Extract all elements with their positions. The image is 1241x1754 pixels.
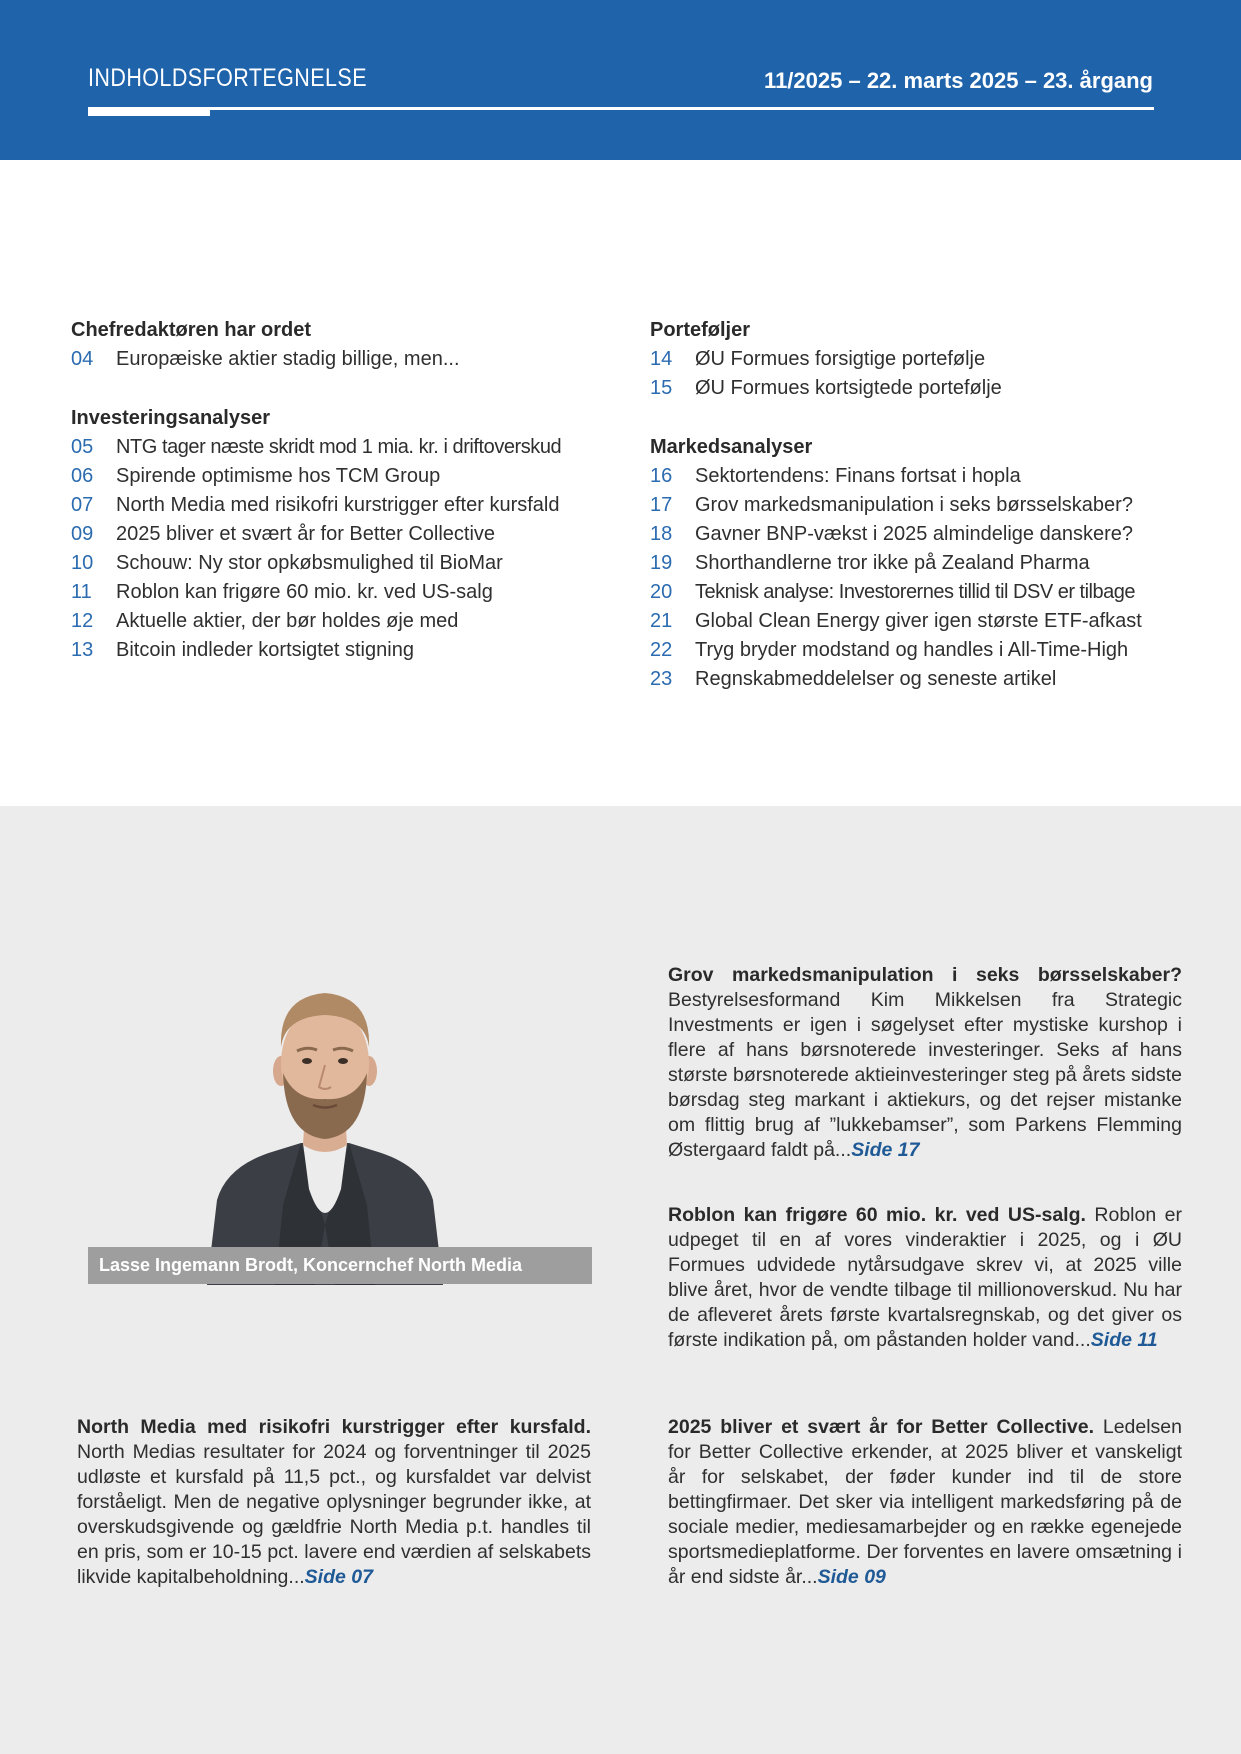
toc-page-number: 20 [650,581,673,603]
toc-section-investeringsanalyser [71,404,611,665]
toc-page-number: 07 [71,494,94,516]
toc-section-chefredaktoren [71,316,611,374]
toc-entry[interactable] [71,578,611,607]
toc-entry-title: Schouw: Ny stor opkøbsmulighed til BioMar [116,552,503,574]
toc-entry[interactable] [71,549,611,578]
toc-entry-title: Teknisk analyse: Investorernes tillid til DSV er tilbage [695,581,1135,603]
toc-page-number: 21 [650,610,673,632]
toc-page-number: 09 [71,523,94,545]
toc-entry-title: Bitcoin indleder kortsigtet stigning [116,639,414,661]
photo-caption: Lasse Ingemann Brodt, Koncernchef North Media [88,1247,592,1284]
toc-entry[interactable] [71,433,611,462]
toc-entry[interactable] [650,374,1190,403]
article-page-link[interactable]: Side 09 [817,1566,886,1588]
toc-entry-title: Shorthandlerne tror ikke på Zealand Pharma [695,552,1090,574]
toc-entry-title: Grov markedsmanipulation i seks børsselskaber? [695,494,1133,516]
toc-entry[interactable] [650,491,1190,520]
toc-section-heading: Investeringsanalyser [71,407,270,429]
toc-section-heading: Porteføljer [650,319,751,341]
page-title: INDHOLDSFORTEGNELSE [88,64,367,92]
toc-entry[interactable] [71,345,611,374]
toc-right-column [650,316,1190,724]
article-body: North Medias resultater for 2024 og forventninger til 2025 udløste et kursfald på 11,5 pct., og kursfaldet var delvist forståeligt. Men de negative oplysninger begrunder ikke, at overskudsgivende og gældfrie North Media p.t. handles til en pris, som er 10-15 pct. lavere end værdien af selskabets likvide kapitalbeholdning... [77,1441,591,1588]
toc-page-number: 16 [650,465,673,487]
toc-entry-title: Tryg bryder modstand og handles i All-Time-High [695,639,1129,661]
toc-entry[interactable] [650,578,1190,607]
toc-page-number: 18 [650,523,673,545]
article-teaser-roblon [668,1203,1182,1353]
toc-entry-title: ØU Formues kortsigtede portefølje [695,377,1002,399]
toc-entry-title: Roblon kan frigøre 60 mio. kr. ved US-salg [116,581,493,603]
toc-entry[interactable] [71,607,611,636]
toc-entry-title: 2025 bliver et svært år for Better Collective [116,523,496,545]
article-headline: Grov markedsmanipulation i seks børsselskaber? [668,964,1182,986]
article-body: Ledelsen for Better Collective erkender, at 2025 bliver et vanskeligt år for selskabet, der føder kunder ind til de store bettingfirmaer. Det sker via intelligent markedsføring på de sociale medier, mediesamarbejder og en række egenejede sportsmedieplatforme. Der forventes en lavere omsætning i år end sidste år... [668,1416,1183,1588]
toc-page-number: 12 [71,610,94,632]
header-rule [88,107,1154,110]
toc-left-column [71,316,611,695]
toc-entry[interactable] [650,636,1190,665]
toc-entry-title: NTG tager næste skridt mod 1 mia. kr. i driftoverskud [116,436,562,458]
toc-page-number: 10 [71,552,94,574]
toc-entry[interactable] [650,462,1190,491]
toc-page-number: 23 [650,668,673,690]
toc-section-heading: Markedsanalyser [650,436,813,458]
article-headline: North Media med risikofri kurstrigger efter kursfald. [77,1416,591,1438]
article-headline: Roblon kan frigøre 60 mio. kr. ved US-salg. [668,1204,1086,1226]
toc-page-number: 15 [650,377,673,399]
article-headline: 2025 bliver et svært år for Better Collective. [668,1416,1095,1438]
toc-entry-title: Spirende optimisme hos TCM Group [116,465,441,487]
article-body: Roblon er udpeget til en af vores vinderaktier i 2025, og i ØU Formues udvidede nytårsudgave skrev vi, at 2025 ville blive året, hvor de vendte tilbage til millionoverskud. Nu har de afleveret årets første kvartalsregnskab, og det giver os første indikation på, om påstanden holder vand... [668,1204,1182,1351]
toc-entry[interactable] [650,520,1190,549]
toc-page-number: 17 [650,494,673,516]
toc-entry[interactable] [650,345,1190,374]
header-band [0,0,1241,160]
toc-entry-title: ØU Formues forsigtige portefølje [695,348,986,370]
toc-entry-title: Regnskabmeddelelser og seneste artikel [695,668,1057,690]
toc-page-number: 22 [650,639,673,661]
toc-entry-title: Global Clean Energy giver igen største ETF-afkast [695,610,1142,632]
toc-page-number: 11 [71,581,92,603]
issue-info: 11/2025 – 22. marts 2025 – 23. årgang [764,68,1153,93]
toc-section-portefoljer [650,316,1190,403]
toc-page-number: 19 [650,552,673,574]
toc-page-number: 05 [71,436,94,458]
toc-entry-title: Gavner BNP-vækst i 2025 almindelige danskere? [695,523,1133,545]
toc-entry[interactable] [650,607,1190,636]
article-teaser-north-media [77,1415,591,1590]
toc-section-markedsanalyser [650,433,1190,694]
portrait-photo [205,975,445,1285]
portrait-illustration [205,975,445,1285]
toc-entry-title: Europæiske aktier stadig billige, men... [116,348,460,370]
toc-page-number: 06 [71,465,94,487]
article-page-link[interactable]: Side 11 [1090,1329,1158,1351]
toc-page-number: 04 [71,348,94,370]
header-rule-accent [88,107,210,116]
toc-entry[interactable] [650,549,1190,578]
toc-page-number: 14 [650,348,673,370]
toc-entry[interactable] [71,520,611,549]
toc-page-number: 13 [71,639,94,661]
toc-entry-title: Aktuelle aktier, der bør holdes øje med [116,610,459,632]
toc-entry[interactable] [71,636,611,665]
toc-section-heading: Chefredaktøren har ordet [71,319,312,341]
toc-entry[interactable] [71,491,611,520]
toc-entry-title: North Media med risikofri kurstrigger efter kursfald [116,494,560,516]
article-page-link[interactable]: Side 17 [851,1139,920,1161]
article-teaser-manipulation [668,963,1182,1163]
article-page-link[interactable]: Side 07 [304,1566,373,1588]
toc-entry-title: Sektortendens: Finans fortsat i hopla [695,465,1021,487]
article-teaser-better-collective [668,1415,1182,1590]
toc-entry[interactable] [650,665,1190,694]
toc-entry[interactable] [71,462,611,491]
article-body: Bestyrelsesformand Kim Mikkelsen fra Strategic Investments er igen i søgelyset efter mystiske kurshop i flere af hans børsnoterede investeringer. Seks af hans største børsnoterede aktieinvesteringer steg på årets sidste børsdag steg markant i aktiekurs, og det rejser mistanke om flittig brug af ”lukkebamser”, som Parkens Flemming Østergaard faldt på... [668,989,1182,1161]
